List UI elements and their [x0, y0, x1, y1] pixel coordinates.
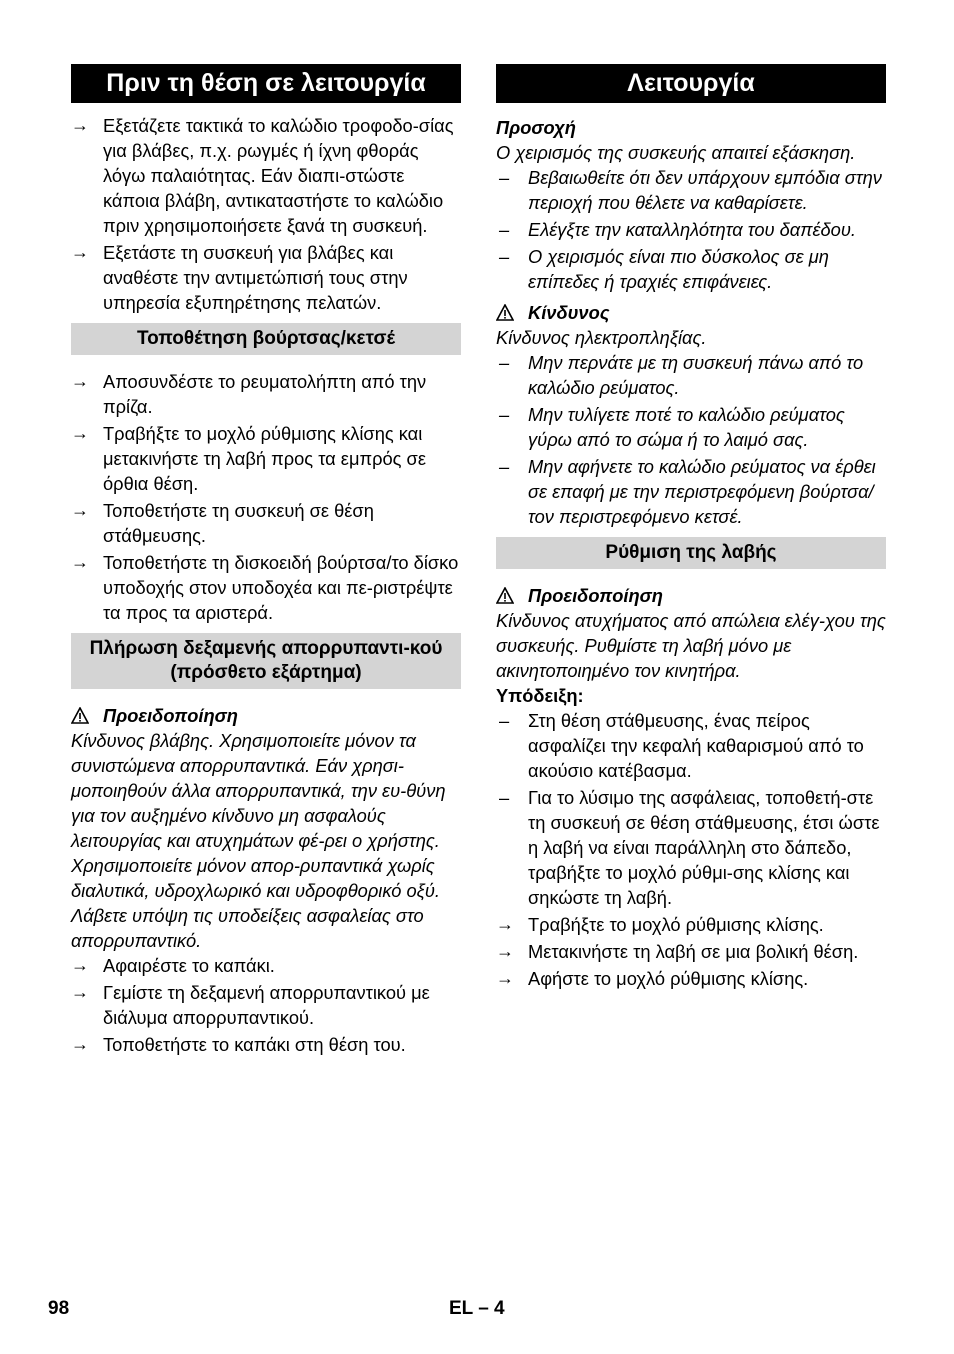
page-reference: EL – 4 — [449, 1298, 505, 1319]
note-text: Λάβετε υπόψη τις υποδείξεις ασφαλείας στο απορρυπαντικό. — [71, 905, 424, 951]
dash-bullet-icon: – — [499, 219, 510, 240]
danger-text: Κίνδυνος ηλεκτροπληξίας. — [496, 327, 707, 348]
list-item: – Στη θέση στάθμευσης, ένας πείρος ασφαλίζει την κεφαλή καθαρισμού από το ακούσιο κατέβασμα. — [499, 710, 864, 781]
arrow-right-icon: → — [71, 982, 89, 1002]
page-number: 98 — [48, 1298, 70, 1319]
step-item: → Τραβήξτε το μοχλό ρύθμισης κλίσης και μετακινήστε τη λαβή προς τα εμπρός σε όρθια θέση. — [71, 423, 426, 494]
arrow-right-icon: → — [71, 115, 89, 135]
list-item: – Ο χειρισμός είναι πιο δύσκολος σε μη επίπεδες ή τραχιές επιφάνειες. — [499, 246, 829, 292]
dash-bullet-icon: – — [499, 456, 510, 477]
warning-triangle-icon — [496, 587, 514, 604]
list-item: – Μην περνάτε με τη συσκευή πάνω από το καλώδιο ρεύματος. — [499, 352, 864, 398]
list-item: – Μην τυλίγετε ποτέ το καλώδιο ρεύματος γύρω από το σώμα ή το λαιμό σας. — [499, 404, 845, 450]
caution-label: Προσοχή — [496, 117, 576, 138]
step-item: → Αφήστε το μοχλό ρύθμισης κλίσης. — [496, 968, 809, 989]
step-item: → Τοποθετήστε το καπάκι στη θέση του. — [71, 1034, 406, 1055]
warning-heading: Προειδοποίηση — [496, 583, 886, 608]
arrow-right-icon: → — [71, 423, 89, 443]
caution-text: Ο χειρισμός της συσκευής απαιτεί εξάσκηση. — [496, 142, 856, 163]
arrow-right-icon: → — [71, 242, 89, 262]
arrow-right-icon: → — [71, 955, 89, 975]
step-item: → Αποσυνδέστε το ρευματολήπτη από την πρίζα. — [71, 371, 427, 417]
step-item: → Αφαιρέστε το καπάκι. — [71, 955, 275, 976]
dash-bullet-icon: – — [499, 787, 510, 808]
section-title-operation: Λειτουργία — [496, 64, 886, 103]
subsection-title-brush: Τοποθέτηση βούρτσας/κετσέ — [71, 323, 461, 355]
step-item: → Μετακινήστε τη λαβή σε μια βολική θέση. — [496, 941, 859, 962]
subsection-title-tank: Πλήρωση δεξαμενής απορρυπαντι-κού (πρόσθετο εξάρτημα) — [71, 633, 461, 689]
arrow-right-icon: → — [496, 941, 514, 961]
arrow-right-icon: → — [496, 968, 514, 988]
warning-triangle-icon — [71, 707, 89, 724]
warning-triangle-icon — [496, 304, 514, 321]
dash-bullet-icon: – — [499, 246, 510, 267]
list-item: – Βεβαιωθείτε ότι δεν υπάρχουν εμπόδια στην περιοχή που θέλετε να καθαρίσετε. — [499, 167, 882, 213]
hint-label: Υπόδειξη: — [496, 685, 584, 706]
list-item: – Μην αφήνετε το καλώδιο ρεύματος να έρθει σε επαφή με την περιστρεφόμενη βούρτσα/τον περιστρεφόμενο κετσέ. — [499, 456, 876, 527]
dash-bullet-icon: – — [499, 352, 510, 373]
warning-heading: Προειδοποίηση — [71, 703, 461, 728]
arrow-right-icon: → — [71, 500, 89, 520]
dash-bullet-icon: – — [499, 404, 510, 425]
step-item: → Εξετάζετε τακτικά το καλώδιο τροφοδο-σίας για βλάβες, π.χ. ρωγμές ή ίχνη φθοράς λόγω παλαιότητας. Εάν διαπι-στώστε κάποια βλάβη, αντικαταστήστε το καλώδιο πριν χρησιμοποιήσετε ξανά τη συσκευή. — [71, 115, 454, 236]
dash-bullet-icon: – — [499, 710, 510, 731]
arrow-right-icon: → — [71, 371, 89, 391]
arrow-right-icon: → — [71, 552, 89, 572]
step-item: → Εξετάστε τη συσκευή για βλάβες και αναθέστε την αντιμετώπισή τους στην υπηρεσία εξυπηρέτησης πελατών. — [71, 242, 408, 313]
warning-text: Κίνδυνος βλάβης. Χρησιμοποιείτε μόνον τα συνιστώμενα απορρυπαντικά. Εάν χρησι-μοποιηθούν άλλα απορρυπαντικά, την ευ-θύνη για τον αυξημένο κίνδυνο μη ασφαλούς λειτουργίας και ατυχημάτων φέ-ρει ο χρήστης. Χρησιμοποιείτε μόνον απορ-ρυπαντικά χωρίς διαλυτικά, υδροχλωρικό και υδροφθορικό οξύ. — [71, 730, 446, 901]
step-item: → Τοποθετήστε τη δισκοειδή βούρτσα/το δίσκο υποδοχής στον υποδοχέα και πε-ριστρέψτε τα προς τα αριστερά. — [71, 552, 459, 623]
step-item: → Τοποθετήστε τη συσκευή σε θέση στάθμευσης. — [71, 500, 374, 546]
danger-heading: Κίνδυνος — [496, 300, 886, 325]
arrow-right-icon: → — [496, 914, 514, 934]
left-column — [71, 64, 461, 1059]
list-item: – Για το λύσιμο της ασφάλειας, τοποθετή-στε τη συσκευή σε θέση στάθμευσης, έτσι ώστε η λαβή να είναι παράλληλη στο δάπεδο, τραβήξτε το μοχλό ρύθμι-σης κλίσης και σηκώστε τη λαβή. — [499, 787, 880, 908]
subsection-title-handle: Ρύθμιση της λαβής — [496, 537, 886, 569]
list-item: – Ελέγξτε την καταλληλότητα του δαπέδου. — [499, 219, 856, 240]
dash-bullet-icon: – — [499, 167, 510, 188]
step-item: → Γεμίστε τη δεξαμενή απορρυπαντικού με διάλυμα απορρυπαντικού. — [71, 982, 430, 1028]
section-title-before-start: Πριν τη θέση σε λειτουργία — [71, 64, 461, 103]
step-item: → Τραβήξτε το μοχλό ρύθμισης κλίσης. — [496, 914, 824, 935]
warning-text: Κίνδυνος ατυχήματος από απώλεια ελέγ-χου της συσκευής. Ρυθμίστε τη λαβή μόνο με ακινητοποιημένο τον κινητήρα. — [496, 610, 886, 681]
arrow-right-icon: → — [71, 1034, 89, 1054]
right-column — [496, 64, 886, 993]
